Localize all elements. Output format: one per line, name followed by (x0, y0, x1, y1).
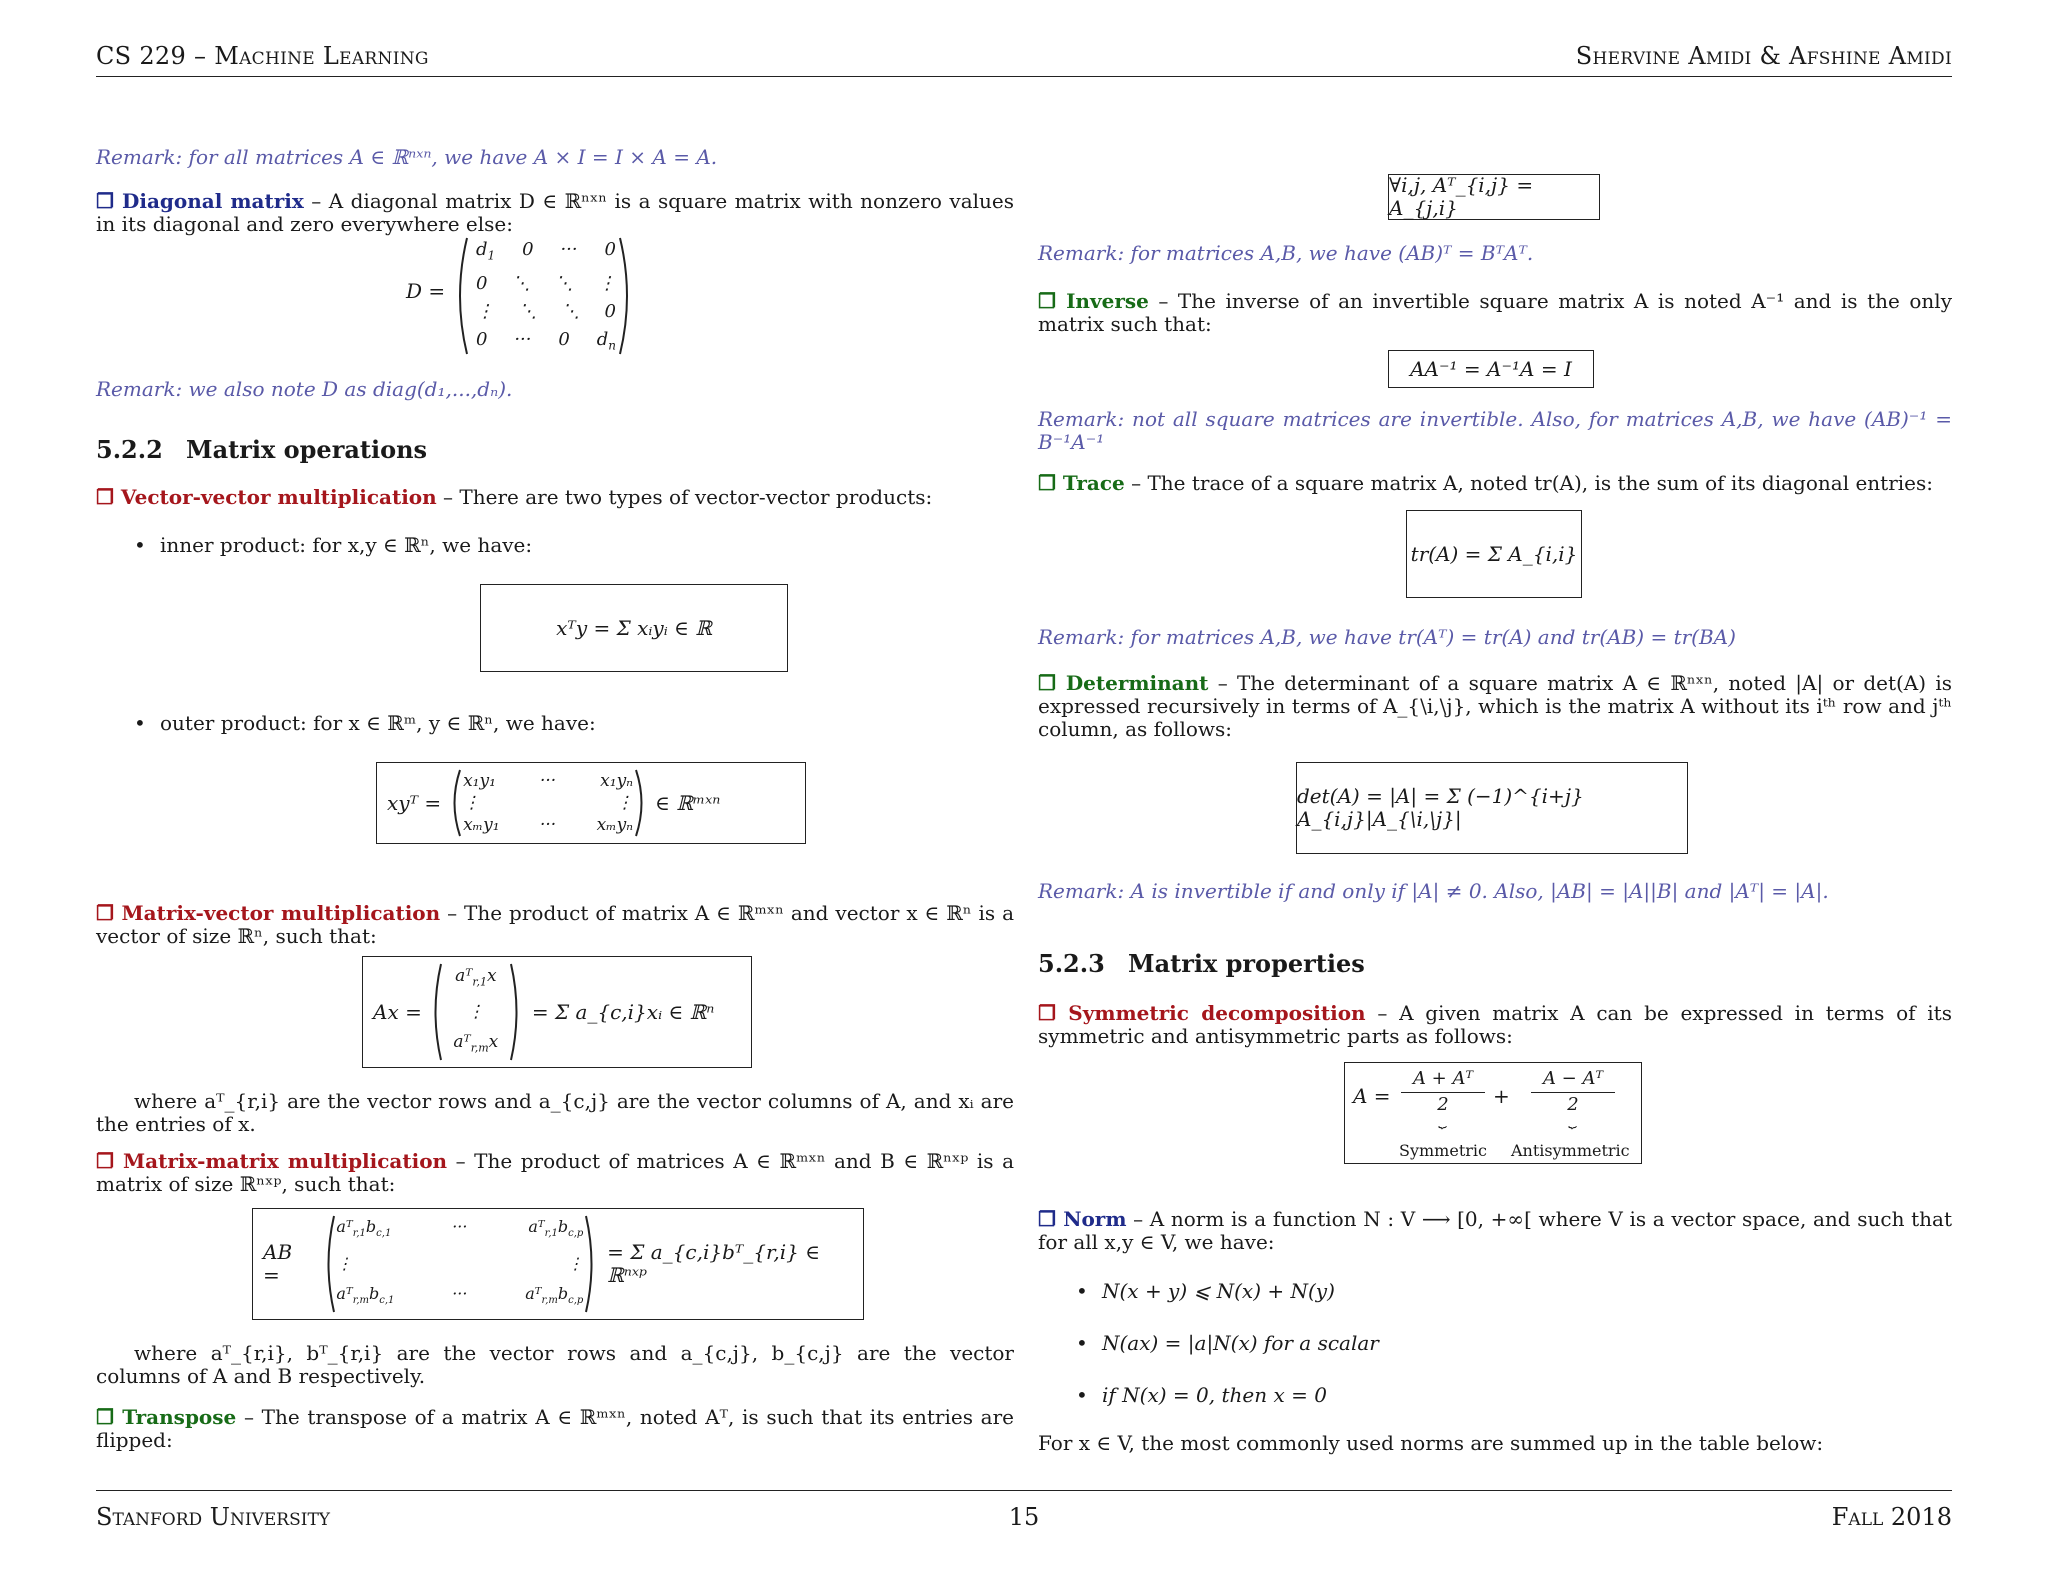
transpose-text: – The transpose of a matrix A ∈ ℝᵐˣⁿ, noted Aᵀ, is such that its entries are flipped: (96, 1405, 1014, 1452)
norm-property-item: • N(x + y) ⩽ N(x) + N(y) (1102, 1280, 1335, 1303)
page-footer (96, 1490, 1952, 1531)
inverse-paragraph (1038, 290, 1952, 336)
matrix-matrix-where: where aᵀ_{r,i}, bᵀ_{r,i} are the vector rows and a_{c,j}, b_{c,j} are the vector columns of A and B respectively. (96, 1341, 1014, 1388)
right-paren-icon (583, 1214, 599, 1314)
matrix-matrix-text: – The product of matrices A ∈ ℝᵐˣⁿ and B ∈ ℝⁿˣᵖ is a matrix of size ℝⁿˣᵖ, such that: (96, 1149, 1014, 1196)
section-heading-operations (96, 435, 428, 464)
symmetric-paragraph (1038, 1002, 1952, 1048)
section-title: Matrix operations (186, 435, 428, 464)
symmetric-title: Symmetric decomposition (1068, 1001, 1366, 1025)
diagonal-matrix-paragraph (96, 190, 1014, 236)
matrix-matrix-equation (252, 1208, 864, 1320)
square-bullet-icon: ❐ (1038, 289, 1067, 313)
square-bullet-icon: ❐ (96, 485, 121, 509)
remark-trace: Remark: for matrices A,B, we have tr(Aᵀ) = tr(A) and tr(AB) = tr(BA) (1038, 625, 1736, 649)
matrix-matrix-title: Matrix-matrix multiplication (123, 1149, 448, 1173)
determinant-equation: det(A) = |A| = Σ (−1)^{i+j} A_{i,j}|A_{\i,\j}| (1296, 762, 1688, 854)
trace-equation: tr(A) = Σ A_{i,i} (1406, 510, 1582, 598)
outer-rhs: ∈ ℝᵐˣⁿ (655, 790, 721, 815)
right-paren-icon (508, 962, 524, 1062)
determinant-text: – The determinant of a square matrix A ∈ ℝⁿˣⁿ, noted |A| or det(A) is expressed recursively in terms of A_{\i,\j}, which is the matrix A without its iᵗʰ row and jᵗʰ column, as follows: (1038, 671, 1952, 741)
transpose-equation: ∀i,j, Aᵀ_{i,j} = A_{j,i} (1388, 174, 1600, 220)
inner-product-equation: xᵀy = Σ xᵢyᵢ ∈ ℝ (480, 584, 788, 672)
mm-lhs: AB = (263, 1240, 293, 1287)
vector-vector-text: – There are two types of vector-vector products: (436, 485, 933, 509)
matrix-vector-where: where aᵀ_{r,i} are the vector rows and a_{c,j} are the vector columns of A, and xᵢ are the entries of x. (96, 1089, 1014, 1136)
inverse-text: – The inverse of an invertible square matrix A is noted A⁻¹ and is the only matrix such that: (1038, 289, 1952, 336)
trace-title: Trace (1062, 471, 1125, 495)
vector-vector-title: Vector-vector multiplication (120, 485, 437, 509)
remark-transpose: Remark: for matrices A,B, we have (AB)ᵀ = BᵀAᵀ. (1038, 241, 1534, 265)
norm-text: – A norm is a function N : V ⟶ [0, +∞[ where V is a vector space, and such that for all x,y ∈ V, we have: (1038, 1207, 1952, 1254)
inverse-title: Inverse (1066, 289, 1149, 313)
inverse-equation: AA⁻¹ = A⁻¹A = I (1388, 350, 1594, 388)
matrix-vector-equation (362, 956, 752, 1068)
mm-matrix-entries: $aᵀ_{r,1}b_{c,1}$ ··· $aᵀ_{r,1}b_{c,p}$ ⋮ ⋮ $aᵀ_{r,m}b_{c,1}$ ··· $aᵀ_{r,m}b_{c,p}$ (336, 1216, 584, 1307)
trace-paragraph (1038, 472, 1952, 495)
mv-rhs: = Σ a_{c,i}xᵢ ∈ ℝⁿ (531, 999, 715, 1024)
norm-property-item: • if N(x) = 0, then x = 0 (1102, 1384, 1327, 1407)
section-number: 5.2.2 (96, 435, 163, 464)
matrix-vector-title: Matrix-vector multiplication (121, 901, 441, 925)
square-bullet-icon: ❐ (96, 189, 122, 213)
left-paren-icon (428, 962, 444, 1062)
right-paren-icon (616, 236, 636, 356)
footer-term: Fall 2018 (1831, 1503, 1952, 1531)
header-course-title: CS 229 – Machine Learning (96, 42, 429, 70)
outer-matrix-entries: x₁y₁ ··· x₁yₙ ⋮ ⋮ xₘy₁ ··· xₘyₙ (463, 771, 634, 835)
diagonal-matrix-equation (406, 236, 706, 356)
norm-paragraph (1038, 1208, 1952, 1254)
matrix-matrix-paragraph (96, 1150, 1014, 1196)
diagonal-matrix-title: Diagonal matrix (122, 189, 304, 213)
remark-inverse: Remark: not all square matrices are invertible. Also, for matrices A,B, we have (AB)⁻¹ = B⁻¹A⁻¹ (1038, 407, 1952, 454)
remark-identity: Remark: for all matrices A ∈ ℝⁿˣⁿ, we have A × I = I × A = A. (96, 145, 718, 169)
determinant-title: Determinant (1065, 671, 1209, 695)
symmetric-equation: A = A + Aᵀ 2 ⏟ + A − Aᵀ 2 ⏟ Symmetric Antisymmetric (1344, 1062, 1642, 1164)
outer-product-item: • outer product: for x ∈ ℝᵐ, y ∈ ℝⁿ, we have: (160, 712, 596, 735)
diag-eq-lhs: D = (406, 279, 446, 303)
remark-diag: Remark: we also note D as diag(d₁,...,dₙ). (96, 377, 513, 401)
remark-determinant: Remark: A is invertible if and only if |A| ≠ 0. Also, |AB| = |A||B| and |Aᵀ| = |A|. (1038, 879, 1829, 903)
inner-product-item: • inner product: for x,y ∈ ℝⁿ, we have: (160, 534, 532, 557)
antisymmetric-label: Antisymmetric (1511, 1141, 1630, 1160)
symmetric-label: Symmetric (1399, 1141, 1487, 1160)
mm-rhs: = Σ a_{c,i}bᵀ_{r,i} ∈ ℝⁿˣᵖ (607, 1240, 820, 1287)
transpose-title: Transpose (122, 1405, 237, 1429)
square-bullet-icon: ❐ (1038, 471, 1063, 495)
outer-lhs: xyᵀ = (387, 790, 442, 815)
square-bullet-icon: ❐ (96, 1405, 123, 1429)
section-heading-properties (1038, 949, 1365, 978)
right-paren-icon (633, 768, 649, 838)
matrix-vector-text: – The product of matrix A ∈ ℝᵐˣⁿ and vector x ∈ ℝⁿ is a vector of size ℝⁿ, such that: (96, 901, 1014, 948)
norm-property-item: • N(ax) = |a|N(x) for a scalar (1102, 1332, 1379, 1355)
norm-footer-text: For x ∈ V, the most commonly used norms are summed up in the table below: (1038, 1431, 1824, 1455)
mv-matrix-entries: aᵀ$_{r,1}$x ⋮ aᵀ$_{r,m}$x (453, 965, 499, 1055)
outer-product-equation (376, 762, 806, 844)
square-bullet-icon: ❐ (1038, 671, 1066, 695)
transpose-paragraph (96, 1406, 1014, 1452)
symmetric-text: – A given matrix A can be expressed in terms of its symmetric and antisymmetric parts as follows: (1038, 1001, 1952, 1048)
square-bullet-icon: ❐ (96, 901, 122, 925)
left-paren-icon (447, 768, 463, 838)
left-paren-icon (321, 1214, 337, 1314)
matrix-vector-paragraph (96, 902, 1014, 948)
norm-title: Norm (1063, 1207, 1127, 1231)
trace-text: – The trace of a square matrix A, noted tr(A), is the sum of its diagonal entries: (1124, 471, 1934, 495)
square-bullet-icon: ❐ (1038, 1001, 1069, 1025)
section-number: 5.2.3 (1038, 949, 1105, 978)
square-bullet-icon: ❐ (96, 1149, 124, 1173)
page-number: 15 (1008, 1503, 1040, 1531)
determinant-paragraph (1038, 672, 1952, 741)
header-authors: Shervine Amidi & Afshine Amidi (1575, 42, 1952, 70)
section-title: Matrix properties (1128, 949, 1365, 978)
vector-vector-paragraph (96, 486, 932, 509)
diagonal-matrix-text: – A diagonal matrix D ∈ ℝⁿˣⁿ is a square matrix with nonzero values in its diagonal and zero everywhere else: (96, 189, 1015, 236)
footer-university: Stanford University (96, 1503, 331, 1531)
page-header (96, 42, 1952, 77)
diag-matrix-entries: $d_1$ 0 ··· 0 0 ⋱ ⋱ ⋮ ⋮ ⋱ ⋱ 0 0 ··· 0 $d_n$ (476, 239, 616, 353)
mv-lhs: Ax = (373, 999, 422, 1024)
square-bullet-icon: ❐ (1038, 1207, 1064, 1231)
left-paren-icon (451, 236, 471, 356)
